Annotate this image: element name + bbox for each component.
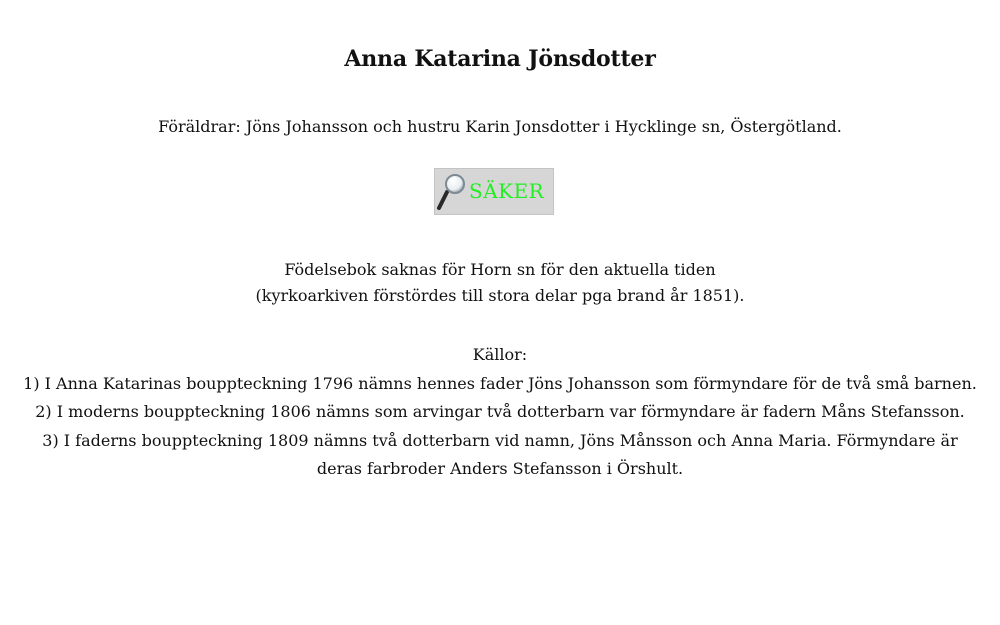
certainty-badge	[434, 168, 554, 215]
source-line: deras farbroder Anders Stefansson i Örshult.	[316, 459, 684, 478]
certainty-label: SÄKER	[469, 179, 545, 203]
birth-record-note	[0, 257, 1000, 309]
source-line: 1) I Anna Katarinas bouppteckning 1796 nämns hennes fader Jöns Johansson som förmyndare för de två små barnen.	[23, 373, 977, 393]
birth-note-line: (kyrkoarkiven förstördes till stora delar pga brand år 1851).	[255, 286, 745, 305]
source-line: 3) I faderns bouppteckning 1809 nämns två dotterbarn vid namn, Jöns Månsson och Anna Maria. Förmyndare är	[42, 430, 958, 450]
source-line: 2) I moderns bouppteckning 1806 nämns som arvingar två dotterbarn var förmyndare är fadern Måns Stefansson.	[35, 402, 965, 421]
parents-line: Föräldrar: Jöns Johansson och hustru Karin Jonsdotter i Hycklinge sn, Östergötland.	[158, 117, 842, 136]
magnifier-icon	[435, 168, 469, 215]
sources-section	[0, 341, 1000, 484]
birth-note-line: Födelsebok saknas för Horn sn för den aktuella tiden	[284, 260, 716, 279]
sources-heading: Källor:	[472, 345, 528, 364]
page-title: Anna Katarina Jönsdotter	[344, 46, 656, 72]
